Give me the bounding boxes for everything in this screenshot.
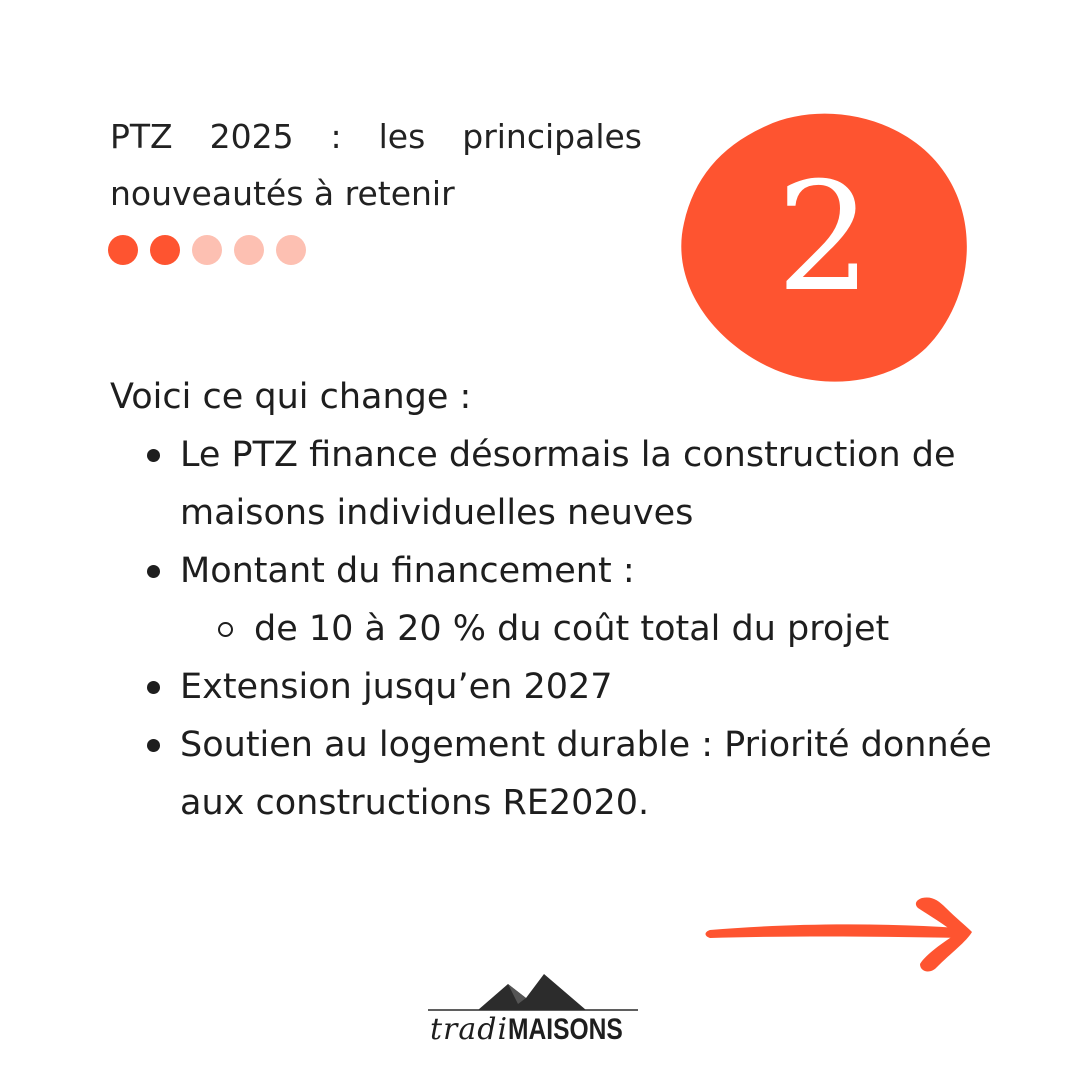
brand-logo	[426, 970, 646, 1060]
brand-prefix: tradi	[430, 1012, 509, 1047]
slide-number-badge	[676, 108, 972, 384]
slide-title: PTZ 2025 : les principales nouveautés à retenir	[110, 117, 642, 213]
progress-dot	[150, 235, 180, 265]
bullet-list	[180, 426, 1010, 832]
list-item: Montant du financement :	[180, 542, 1010, 600]
progress-dots	[108, 235, 306, 265]
list-item: Extension jusqu’en 2027	[180, 658, 1010, 716]
slide-number: 2	[776, 151, 872, 325]
sub-list-item: de 10 à 20 % du coût total du projet	[180, 600, 1010, 658]
intro-text: Voici ce qui change :	[110, 377, 472, 417]
list-item: Soutien au logement durable : Priorité donnée aux constructions RE2020.	[180, 716, 1010, 832]
arrow-right-icon[interactable]	[700, 890, 980, 980]
list-item: Le PTZ finance désormais la construction de maisons individuelles neuves	[180, 426, 1010, 542]
brand-name: MAISONS	[508, 1013, 623, 1046]
brand-wordmark	[430, 1010, 648, 1050]
progress-dot	[276, 235, 306, 265]
progress-dot	[192, 235, 222, 265]
progress-dot	[108, 235, 138, 265]
progress-dot	[234, 235, 264, 265]
